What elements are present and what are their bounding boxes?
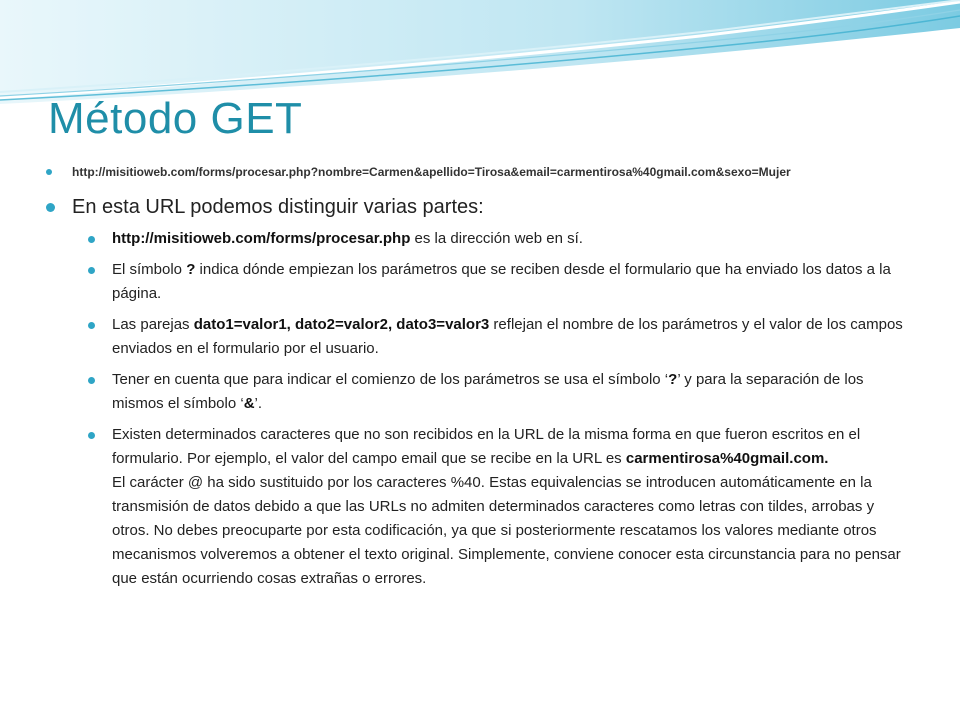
list-item-simbolo — [88, 258, 914, 306]
list-item-direccion — [88, 227, 914, 251]
sub-list — [88, 227, 914, 591]
item-text: es la dirección web en sí. — [410, 230, 583, 247]
item-text: indica dónde empiezan los parámetros que se reciben desde el formulario que ha enviado los datos a la página. — [112, 261, 891, 302]
item-text-continuation: El carácter @ ha sido sustituido por los caracteres %40. Estas equivalencias se introducen automáticamente en la transmisión de datos debido a que las URLs no admiten determinados caracteres como letras con tildes, arrobas y otros. No debes preocuparte por esta codificación, ya que si posteriormente rescatamos los valores mediante otros mecanismos volveremos a obtener el texto original. Simplemente, conviene conocer esta circunstancia para no pensar que están ocurriendo cosas extrañas o errores. — [112, 474, 901, 587]
intro-item: En esta URL podemos distinguir varias partes: — [44, 193, 914, 221]
item-text: Las parejas — [112, 316, 194, 333]
question-symbol: ? — [186, 261, 196, 278]
item-text: Tener en cuenta que para indicar el comienzo de los parámetros se usa el símbolo ‘ — [112, 371, 669, 388]
item-text: Existen determinados caracteres que no son recibidos en la URL de la misma forma en que fueron escritos en el formulario. Por ejemplo, el valor del campo email que se recibe en la URL es — [112, 426, 861, 467]
url-base-text: http://misitioweb.com/forms/procesar.php — [112, 230, 411, 247]
list-item-separadores — [88, 368, 914, 416]
list-item-parejas — [88, 313, 914, 361]
item-text: ’ y para la separación de los mismos el símbolo ‘ — [112, 371, 864, 412]
item-text: El símbolo — [112, 261, 187, 278]
item-text: ’. — [254, 395, 263, 412]
question-symbol: ? — [668, 371, 678, 388]
slide-title: Método GET — [48, 94, 303, 143]
item-text: reflejan el nombre de los parámetros y el valor de los campos enviados en el formulario por el usuario. — [112, 316, 903, 357]
list-item-codificacion — [88, 423, 914, 591]
pairs-text: dato1=valor1, dato2=valor2, dato3=valor3 — [193, 316, 490, 333]
url-example-item: http://misitioweb.com/forms/procesar.php?nombre=Carmen&apellido=Tirosa&email=carmentirosa%40gmail.com&sexo=Mujer — [44, 163, 914, 181]
slide-content — [44, 163, 914, 598]
main-list — [44, 163, 914, 221]
ampersand-symbol: & — [243, 395, 255, 412]
encoded-email-text: carmentirosa%40gmail.com. — [625, 450, 829, 467]
